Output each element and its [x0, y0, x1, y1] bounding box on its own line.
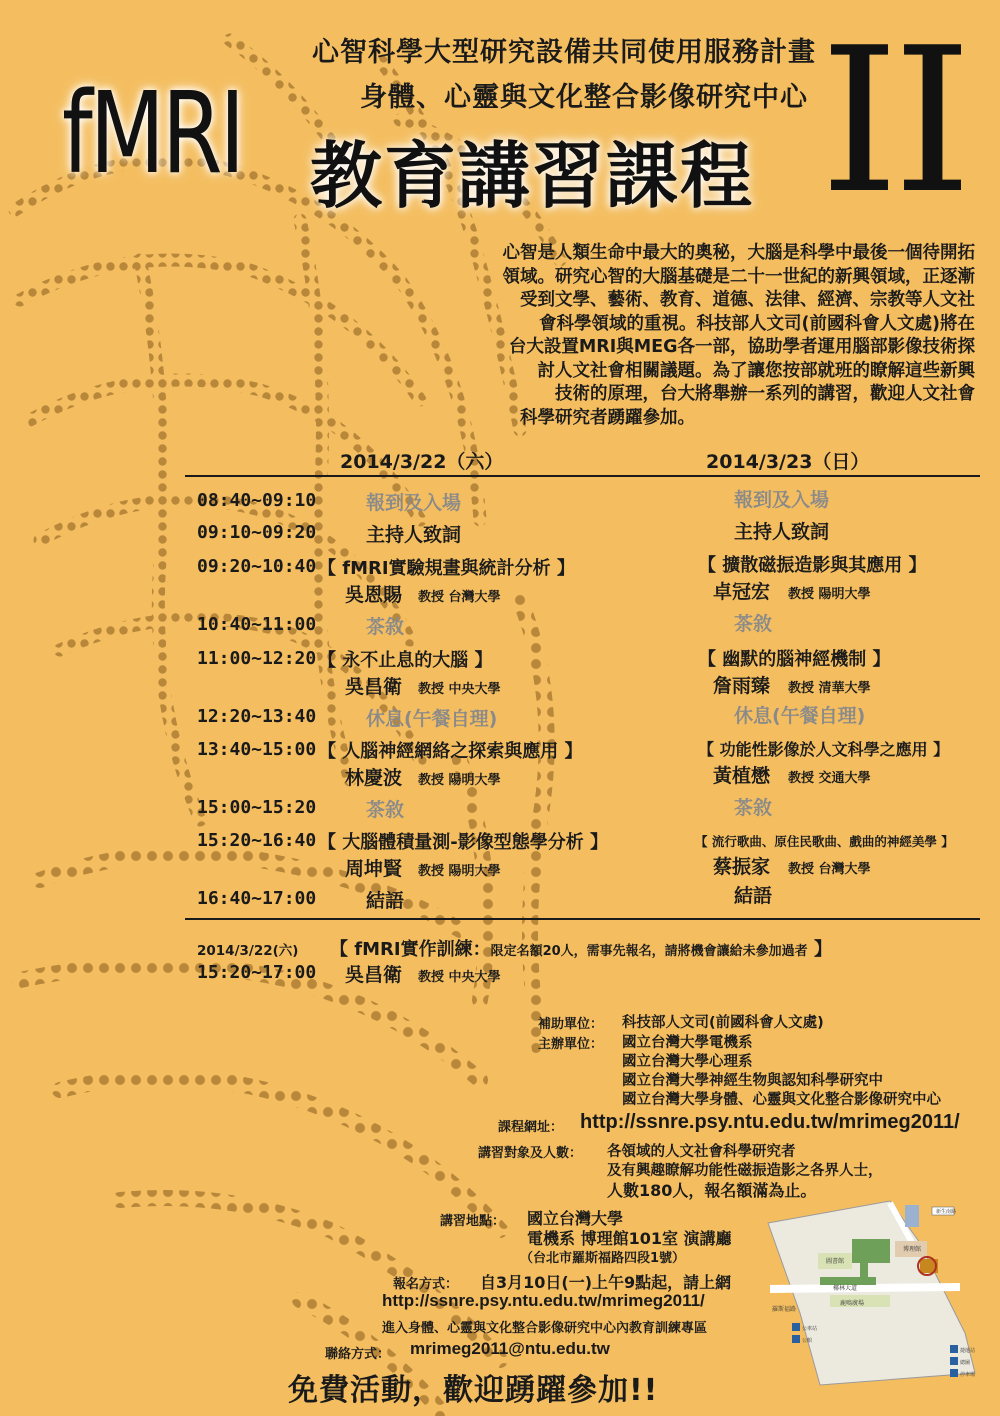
organizer: 國立台灣大學神經生物與認知科學研究中	[622, 1073, 883, 1089]
map-label: 羅斯福路	[772, 1306, 797, 1313]
organizer: 國立台灣大學電機系	[622, 1035, 753, 1051]
map-label: 圖書館	[826, 1258, 845, 1265]
map-label: 捷運站	[960, 1348, 976, 1354]
audience-label: 講習對象及人數：	[478, 1146, 583, 1161]
website-link[interactable]: http://ssnre.psy.ntu.edu.tw/mrimeg2011/	[580, 1111, 960, 1133]
project-title: 心智科學大型研究設備共同使用服務計畫	[312, 37, 816, 68]
day1-event: 茶敘	[366, 616, 405, 638]
day2-speaker-affiliation: 教授 清華大學	[788, 681, 871, 696]
map-label: 博理館	[903, 1246, 922, 1253]
contact-email[interactable]: mrimeg2011@ntu.edu.tw	[410, 1339, 610, 1358]
day2-event: 茶敘	[734, 797, 773, 819]
day1-speaker-affiliation: 教授 中央大學	[418, 682, 501, 697]
day2-speaker: 卓冠宏	[713, 581, 771, 603]
day2-lecture-title: 【 幽默的腦神經機制 】	[698, 649, 891, 670]
intro-line: 討人文社會相關議題。為了讓您按部就班的瞭解這些新興	[537, 360, 975, 381]
fmri-logo-text: fMRI	[62, 69, 243, 199]
audience-line: 人數180人，報名額滿為止。	[607, 1181, 817, 1200]
map-label: 新生南路	[936, 1209, 957, 1215]
time-slot: 09:20~10:40	[197, 556, 317, 577]
divider	[185, 475, 980, 477]
day1-event: 休息(午餐自理)	[366, 708, 498, 730]
day2-event: 結語	[734, 885, 773, 907]
day1-lecture-title: 【 人腦神經網絡之探索與應用 】	[318, 741, 583, 762]
day1-speaker: 吳昌衛	[345, 676, 403, 698]
map-label: 公車站	[802, 1326, 818, 1332]
day2-event: 休息(午餐自理)	[734, 705, 866, 727]
map-label: 鹿鳴廣場	[840, 1300, 865, 1307]
map-label: 椰林大道	[833, 1285, 858, 1292]
register-label: 報名方式：	[393, 1277, 459, 1292]
register-note: 進入身體、心靈與文化整合影像研究中心內教育訓練專區	[382, 1321, 708, 1336]
workshop-title-text: 【 fMRI實作訓練：	[330, 939, 491, 960]
intro-line: 技術的原理，台大將舉辦一系列的講習，歡迎人文社會	[555, 384, 975, 404]
time-slot: 12:20~13:40	[197, 706, 317, 727]
time-slot: 15:00~15:20	[197, 797, 317, 818]
day1-speaker-affiliation: 教授 陽明大學	[418, 773, 501, 788]
day2-lecture-title: 【 功能性影像於人文科學之應用 】	[698, 740, 950, 759]
workshop-note: 限定名額20人，需事先報名，請將機會讓給未參加過者	[490, 944, 808, 959]
time-slot: 15:20~16:40	[197, 830, 317, 851]
day1-lecture-title: 【 大腦體積量測-影像型態學分析 】	[318, 832, 609, 853]
venue-address: （台北市羅斯福路四段1號）	[520, 1251, 686, 1266]
venue-room: 電機系 博理館101室 演講廳	[527, 1229, 732, 1248]
day2-event: 報到及入場	[734, 489, 830, 511]
map-label: 公館	[802, 1338, 813, 1344]
intro-line: 受到文學、藝術、教育、道德、法律、經濟、宗教等人文社	[520, 290, 975, 310]
audience-line: 及有興趣瞭解功能性磁振造影之各界人士，	[607, 1163, 883, 1179]
venue-name: 國立台灣大學	[527, 1209, 624, 1228]
workshop-speaker: 吳昌衛	[345, 964, 403, 986]
audience-line: 各領域的人文社會科學研究者	[607, 1144, 796, 1160]
workshop-speaker-affiliation: 教授 中央大學	[418, 970, 501, 985]
time-slot: 11:00~12:20	[197, 648, 317, 669]
workshop-title	[330, 935, 832, 961]
day1-speaker: 吳恩賜	[345, 584, 403, 606]
series-number: II	[820, 5, 967, 238]
day1-lecture-title: 【 永不止息的大腦 】	[318, 650, 493, 671]
map-label: 總圖	[960, 1360, 971, 1366]
day2-event: 茶敘	[734, 613, 773, 635]
day2-speaker-affiliation: 教授 台灣大學	[788, 862, 871, 877]
day1-event: 主持人致詞	[366, 524, 462, 546]
day1-event: 茶敘	[366, 799, 405, 821]
workshop-time: 15:20~17:00	[197, 962, 317, 983]
intro-line: 會科學領域的重視。科技部人文司(前國科會人文處)將在	[539, 313, 975, 334]
day1-speaker-affiliation: 教授 陽明大學	[418, 864, 501, 879]
day2-lecture-title: 【 流行歌曲、原住民歌曲、戲曲的神經美學 】	[695, 834, 954, 849]
time-slot: 09:10~09:20	[197, 522, 317, 543]
time-slot: 10:40~11:00	[197, 614, 317, 635]
day2-speaker-affiliation: 教授 交通大學	[788, 771, 871, 786]
day2-speaker-affiliation: 教授 陽明大學	[788, 587, 871, 602]
workshop-title-close: 】	[813, 939, 832, 960]
time-slot: 08:40~09:10	[197, 490, 317, 511]
day1-event: 結語	[366, 890, 405, 912]
intro-line: 領域。研究心智的大腦基礎是二十一世紀的新興領域，正逐漸	[502, 266, 975, 287]
day2-lecture-title: 【 擴散磁振造影與其應用 】	[698, 555, 927, 576]
day1-speaker: 周坤賢	[345, 858, 403, 880]
intro-paragraph	[420, 242, 975, 430]
register-link[interactable]: http://ssnre.psy.ntu.edu.tw/mrimeg2011/	[382, 1291, 705, 1310]
course-title: 教育講習課程	[310, 134, 755, 218]
organizer: 國立台灣大學心理系	[622, 1054, 753, 1070]
day2-label: 2014/3/23（日）	[706, 451, 870, 473]
day1-speaker: 林慶波	[345, 767, 403, 789]
day1-lecture-title: 【 fMRI實驗規畫與統計分析 】	[318, 558, 575, 579]
contact-label: 聯絡方式：	[325, 1347, 391, 1362]
organizer-label: 主辦單位：	[538, 1037, 604, 1052]
intro-line: 心智是人類生命中最大的奧秘，大腦是科學中最後一個待開拓	[502, 243, 975, 263]
register-info: 自3月10日(一)上午9點起，請上網	[480, 1273, 732, 1292]
day2-speaker: 詹雨臻	[713, 675, 771, 697]
venue-label: 講習地點：	[440, 1214, 506, 1229]
sponsor: 科技部人文司(前國科會人文處)	[622, 1015, 824, 1031]
workshop-date: 2014/3/22(六)	[197, 943, 299, 959]
day2-speaker: 蔡振家	[713, 856, 771, 878]
center-title: 身體、心靈與文化整合影像研究中心	[360, 82, 808, 113]
time-slot: 13:40~15:00	[197, 739, 317, 760]
day2-speaker: 黃植懋	[713, 765, 771, 787]
divider	[185, 918, 980, 920]
intro-line: 科學研究者踴躍參加。	[520, 407, 695, 428]
organizer: 國立台灣大學身體、心靈與文化整合影像研究中心	[622, 1092, 941, 1108]
website-label: 課程網址：	[498, 1120, 564, 1135]
day2-event: 主持人致詞	[734, 521, 830, 543]
time-slot: 16:40~17:00	[197, 888, 317, 909]
day1-event: 報到及入場	[366, 492, 462, 514]
free-event-slogan: 免費活動，歡迎踴躍參加!!	[288, 1373, 659, 1408]
sponsor-label: 補助單位：	[538, 1017, 604, 1032]
day1-label: 2014/3/22（六）	[340, 451, 504, 473]
day1-speaker-affiliation: 教授 台灣大學	[418, 590, 501, 605]
campus-map	[760, 1193, 980, 1389]
intro-line: 台大設置MRI與MEG各一部，協助學者運用腦部影像技術探	[508, 337, 975, 357]
map-label: 停車場	[960, 1372, 976, 1378]
